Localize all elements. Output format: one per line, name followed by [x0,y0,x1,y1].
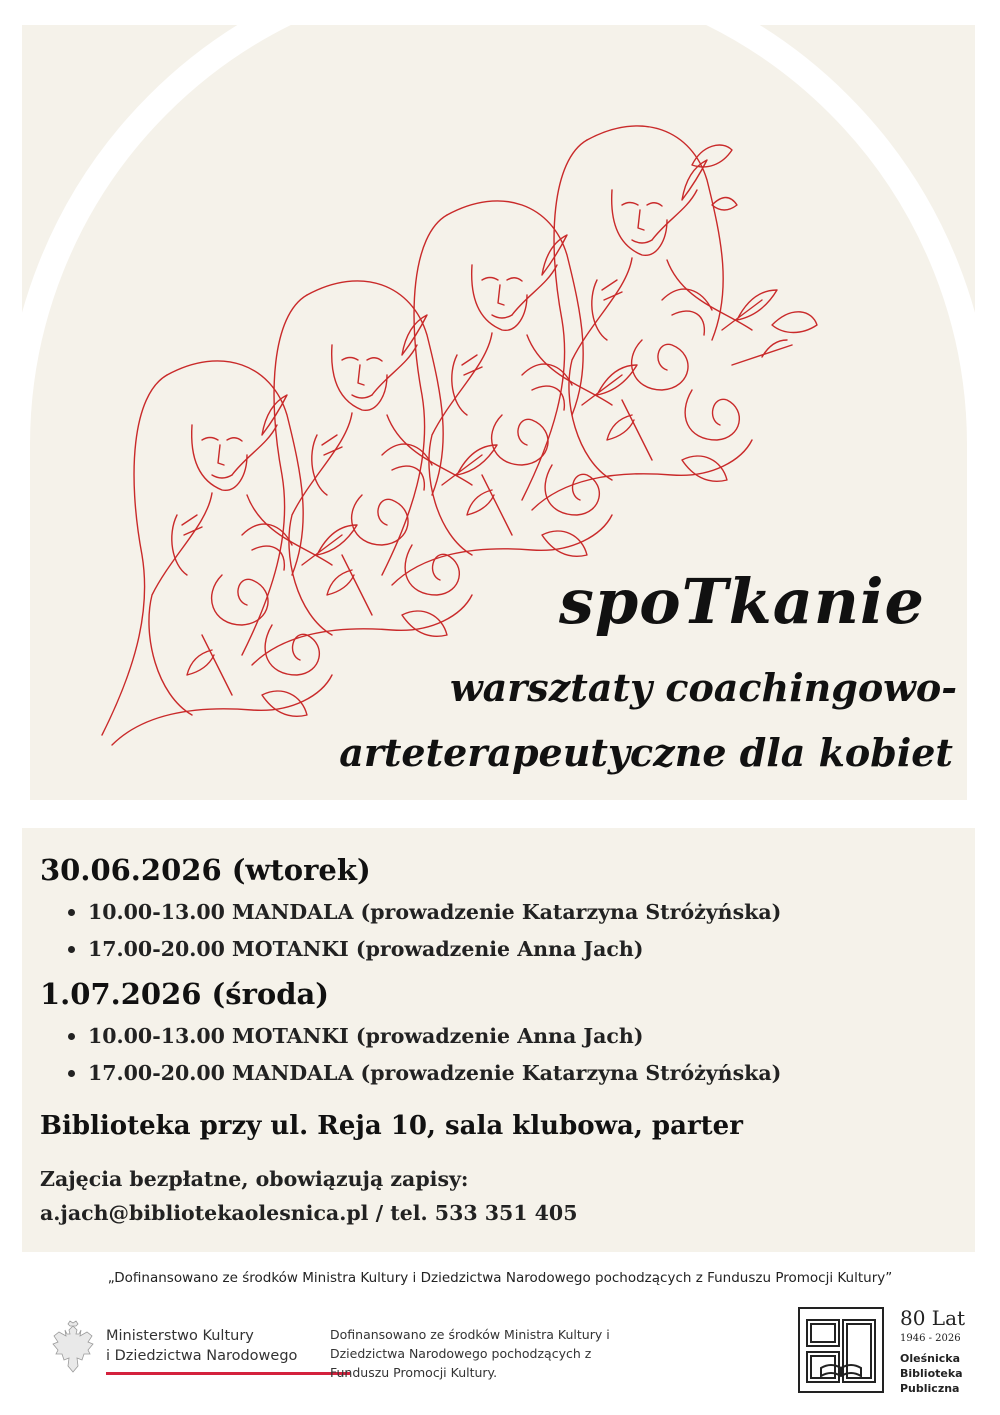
ministry-logo [50,1320,310,1382]
day-2-heading: 1.07.2026 (środa) [40,977,329,1011]
library-name-line-2: Biblioteka [900,1367,963,1380]
registration-note: Zajęcia bezpłatne, obowiązują zapisy: [40,1167,469,1191]
ministry-red-bar [106,1372,350,1375]
bullet-icon [68,909,75,916]
event-location: Biblioteka przy ul. Reja 10, sala klubowa, parter [40,1111,743,1141]
library-logo [797,1306,987,1398]
day-1-heading: 30.06.2026 (wtorek) [40,853,371,887]
white-eagle-emblem-icon [50,1320,96,1378]
day-2-session-list [68,1018,957,1092]
library-name-line-3: Publiczna [900,1382,960,1395]
session-text: 17.00-20.00 MOTANKI (prowadzenie Anna Jach) [88,937,644,961]
event-info-panel [22,828,975,1252]
library-name-line-1: Oleśnicka [900,1352,960,1365]
funding-quote: „Dofinansowano ze środków Ministra Kultury i Dziedzictwa Narodowego pochodzących z Funduszu Promocji Kultury” [107,1270,893,1286]
session-text: 10.00-13.00 MANDALA (prowadzenie Katarzyna Stróżyńska) [88,900,782,924]
ministry-name-line-1: Ministerstwo Kultury [106,1328,254,1344]
ministry-name-line-2: i Dziedzictwa Narodowego [106,1348,298,1364]
registration-contact[interactable]: a.jach@bibliotekaolesnica.pl / tel. 533 351 405 [40,1201,578,1225]
bullet-icon [68,1033,75,1040]
session-item [68,894,957,931]
bullet-icon [68,1070,75,1077]
library-years-range: 1946 - 2026 [900,1333,961,1344]
library-years-title: 80 Lat [900,1306,966,1330]
poster-subtitle-line-1: warsztaty coachingowo- [449,665,957,710]
poster-title: spoTkanie [559,565,925,638]
session-item [68,1055,957,1092]
session-item [68,931,957,968]
funding-note: Dofinansowano ze środków Ministra Kultury i Dziedzictwa Narodowego pochodzących z Funduszu Promocji Kultury. [330,1327,610,1380]
library-80-years-mark-icon [797,1306,885,1394]
woman-figure-1 [102,361,357,745]
session-text: 17.00-20.00 MANDALA (prowadzenie Katarzyna Stróżyńska) [88,1061,782,1085]
session-item [68,1018,957,1055]
bullet-icon [68,946,75,953]
poster-subtitle-line-2: arteterapeutyczne dla kobiet [339,730,953,775]
hero-panel [22,25,975,800]
session-text: 10.00-13.00 MOTANKI (prowadzenie Anna Jach) [88,1024,644,1048]
day-1-session-list [68,894,957,968]
